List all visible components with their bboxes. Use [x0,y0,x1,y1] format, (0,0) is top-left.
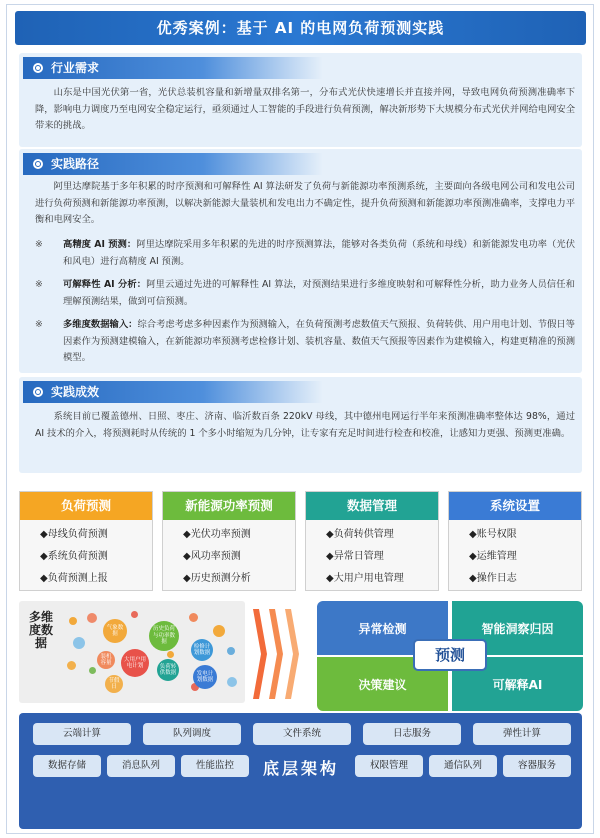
chip-comm-queue: 通信队列 [429,755,497,777]
bubble-capacity: 装机容量 [97,651,115,669]
chevron-right-icon [253,609,267,699]
chip-permission: 权限管理 [355,755,423,777]
prediction-center: 预测 [413,639,487,671]
chip-message-queue: 消息队列 [107,755,175,777]
data-cloud [67,611,239,695]
path-intro: 阿里达摩院基于多年积累的时序预测和可解释性 AI 算法研发了负荷与新能源功率预测系统，主要面向各级电网公司和发电公司进行负荷预测和新能源功率预测，以解决新能源大量装机和发电出力不确定性，提升负荷预测和新能源功率预测准确率，支撑电力平衡和电网安全。 [35,181,575,225]
bullet-multi-dim: ※ 多维度数据输入：综合考虑考虑多种因素作为预测输入，在负荷预测考虑数值天气预报、负荷转供、用户用电计划、节假日等因素作为预测建模输入，在新能源功率预测考虑检修计划、装机容量、数值天气预报等因素作为建模输入，构建更精准的预测模型。 [35,319,575,363]
path-section [19,149,582,373]
industry-section [19,53,582,147]
bubble-transfer: 负荷转供数据 [157,659,179,681]
bubble-weather: 气象数据 [103,619,127,643]
results-text: 系统目前已覆盖德州、日照、枣庄、济南、临沂数百条 220kV 母线，其中德州电网运行半年来预测准确率整体达 98%，通过 AI 技术的介入，将预测耗时从传统的 1 个多小时缩短为几分钟，让专家有充足时间进行检查和校准，让感知力更强、预测更准确。 [35,411,575,439]
prediction-diagram [317,601,583,711]
module-load-forecast: 负荷预测 ◆母线负荷预测 ◆系统负荷预测 ◆负荷预测上报 [19,491,153,591]
chip-queue-scheduling: 队列调度 [143,723,241,745]
quadrant-explainable: 可解释AI [452,657,583,711]
ring-icon [33,159,43,169]
bubble-maintenance: 检修计划数据 [191,639,213,661]
data-input-label: 多维度数据 [28,610,53,650]
base-architecture [19,713,582,829]
chip-file-system: 文件系统 [253,723,351,745]
decor-dot [227,647,235,655]
bubble-generation: 发电计划数据 [193,665,217,689]
base-label: 底层架构 [262,759,339,778]
bubble-history: 历史负荷与功率数据 [149,621,179,651]
module-data-management: 数据管理 ◆负荷转供管理 ◆异常日管理 ◆大用户用电管理 [305,491,439,591]
quadrant-insight: 智能洞察归因 [452,601,583,655]
industry-heading: 行业需求 [23,57,323,79]
decor-dot [227,677,237,687]
chip-data-storage: 数据存储 [33,755,101,777]
decor-dot [89,667,96,674]
results-heading: 实践成效 [23,381,323,403]
chip-container: 容器服务 [503,755,571,777]
decor-dot [131,611,138,618]
bullet-high-precision: ※ 高精度 AI 预测：阿里达摩院采用多年积累的先进的时序预测算法，能够对各类负荷（系统和母线）和新能源发电功率（光伏和风电）进行高精度 AI 预测。 [35,239,575,267]
module-renewable-forecast: 新能源功率预测 ◆光伏功率预测 ◆风功率预测 ◆历史预测分析 [162,491,296,591]
path-heading: 实践路径 [23,153,323,175]
bubble-user-plan: 大用户用电计划 [121,649,149,677]
chip-log-service: 日志服务 [363,723,461,745]
industry-text: 山东是中国光伏第一省，光伏总装机容量和新增量双排名第一，分布式光伏快速增长并直接并网，导致电网负荷预测准确率下降，影响电力调度乃至电网安全稳定运行，亟须通过人工智能的手段进行负荷预测，解决新形势下大规模分布式光伏并网给电网安全带来的挑战。 [35,87,575,131]
chevron-right-icon [285,609,299,699]
decor-dot [87,613,97,623]
page-title: 优秀案例：基于 AI 的电网负荷预测实践 [15,11,586,45]
module-system-settings: 系统设置 ◆账号权限 ◆运维管理 ◆操作日志 [448,491,582,591]
ring-icon [33,387,43,397]
bullet-explainable: ※ 可解释性 AI 分析：阿里云通过先进的可解释性 AI 算法，对预测结果进行多维度映射和可解释性分析，助力业务人员信任和理解预测结果，做到可信预测。 [35,279,575,307]
decor-dot [189,613,198,622]
chip-elastic-computing: 弹性计算 [473,723,571,745]
chip-cloud-computing: 云端计算 [33,723,131,745]
decor-dot [69,617,77,625]
ring-icon [33,63,43,73]
quadrant-decision: 决策建议 [317,657,448,711]
page [6,4,594,834]
chip-performance-monitor: 性能监控 [181,755,249,777]
decor-dot [67,661,76,670]
chevron-right-icon [269,609,283,699]
decor-dot [213,625,225,637]
quadrant-anomaly: 异常检测 [317,601,448,655]
decor-dot [167,651,174,658]
results-section [19,377,582,473]
bubble-holiday: 节假日 [105,675,123,693]
data-input-box [19,601,245,703]
decor-dot [73,637,85,649]
